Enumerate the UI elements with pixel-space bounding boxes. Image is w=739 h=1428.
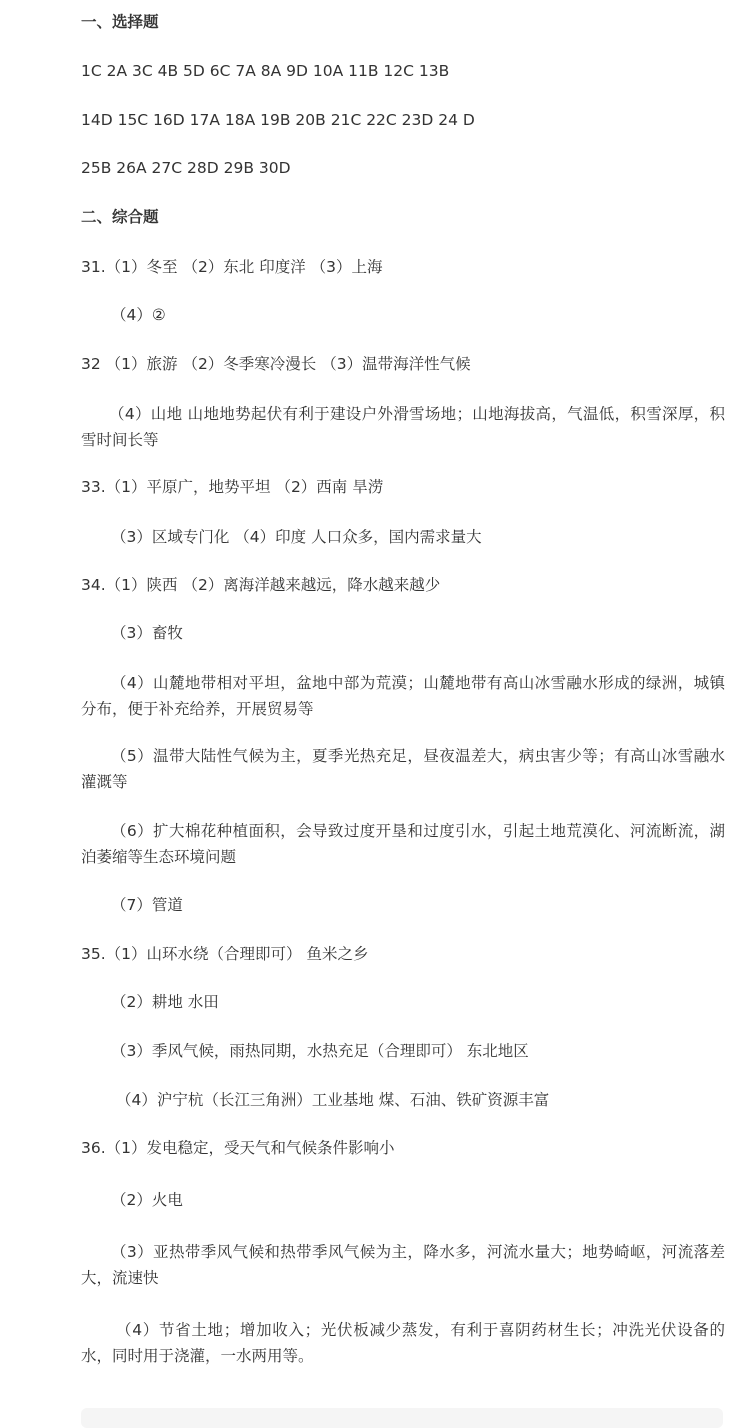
answer-35-line-1: 35.（1）山环水绕（合理即可） 鱼米之乡 <box>81 945 369 963</box>
answer-34-part-3: （3）畜牧 <box>111 624 183 642</box>
answer-36-part-4: （4）节省土地；增加收入；光伏板减少蒸发，有利于喜阴药材生长；冲洗光伏设备的水，同时用于浇灌，一水两用等。 <box>81 1321 725 1365</box>
answer-35-part-2: （2）耕地 水田 <box>111 993 219 1011</box>
bottom-panel-edge <box>81 1408 723 1428</box>
section-heading-choice: 一、选择题 <box>81 13 159 31</box>
section-heading-comprehensive: 二、综合题 <box>81 208 159 226</box>
answer-34-part-5: （5）温带大陆性气候为主，夏季光热充足，昼夜温差大，病虫害少等；有高山冰雪融水灌溉等 <box>81 747 725 791</box>
answer-34-part-6: （6）扩大棉花种植面积，会导致过度开垦和过度引水，引起土地荒漠化、河流断流，湖泊萎缩等生态环境问题 <box>81 822 725 866</box>
answer-36-part-3: （3）亚热带季风气候和热带季风气候为主，降水多，河流水量大；地势崎岖，河流落差大，流速快 <box>81 1243 725 1287</box>
answer-32-part-4: （4）山地 山地地势起伏有利于建设户外滑雪场地；山地海拔高，气温低，积雪深厚，积雪时间长等 <box>81 405 725 449</box>
choice-answers-row-2: 14D 15C 16D 17A 18A 19B 20B 21C 22C 23D 24 D <box>81 111 475 129</box>
answer-33-line-2: （3）区域专门化 （4）印度 人口众多，国内需求量大 <box>111 528 482 546</box>
answer-32-line-1: 32 （1）旅游 （2）冬季寒冷漫长 （3）温带海洋性气候 <box>81 355 471 373</box>
answer-33-line-1: 33.（1）平原广，地势平坦 （2）西南 旱涝 <box>81 478 384 496</box>
choice-answers-row-1: 1C 2A 3C 4B 5D 6C 7A 8A 9D 10A 11B 12C 13B <box>81 62 450 80</box>
choice-answers-row-3: 25B 26A 27C 28D 29B 30D <box>81 159 291 177</box>
answer-31-line-1: 31.（1）冬至 （2）东北 印度洋 （3）上海 <box>81 258 383 276</box>
answer-34-part-7: （7）管道 <box>111 896 183 914</box>
answer-36-line-1: 36.（1）发电稳定，受天气和气候条件影响小 <box>81 1139 395 1157</box>
answer-35-part-3: （3）季风气候，雨热同期，水热充足（合理即可） 东北地区 <box>111 1042 529 1060</box>
answer-34-line-1: 34.（1）陕西 （2）离海洋越来越远，降水越来越少 <box>81 576 441 594</box>
answer-36-part-2: （2）火电 <box>111 1191 183 1209</box>
answer-35-part-4: （4）沪宁杭（长江三角洲）工业基地 煤、石油、铁矿资源丰富 <box>116 1091 550 1109</box>
answer-34-part-4: （4）山麓地带相对平坦，盆地中部为荒漠；山麓地带有高山冰雪融水形成的绿洲，城镇分布，便于补充给养，开展贸易等 <box>81 674 725 718</box>
answer-31-line-2: （4）② <box>111 306 166 324</box>
